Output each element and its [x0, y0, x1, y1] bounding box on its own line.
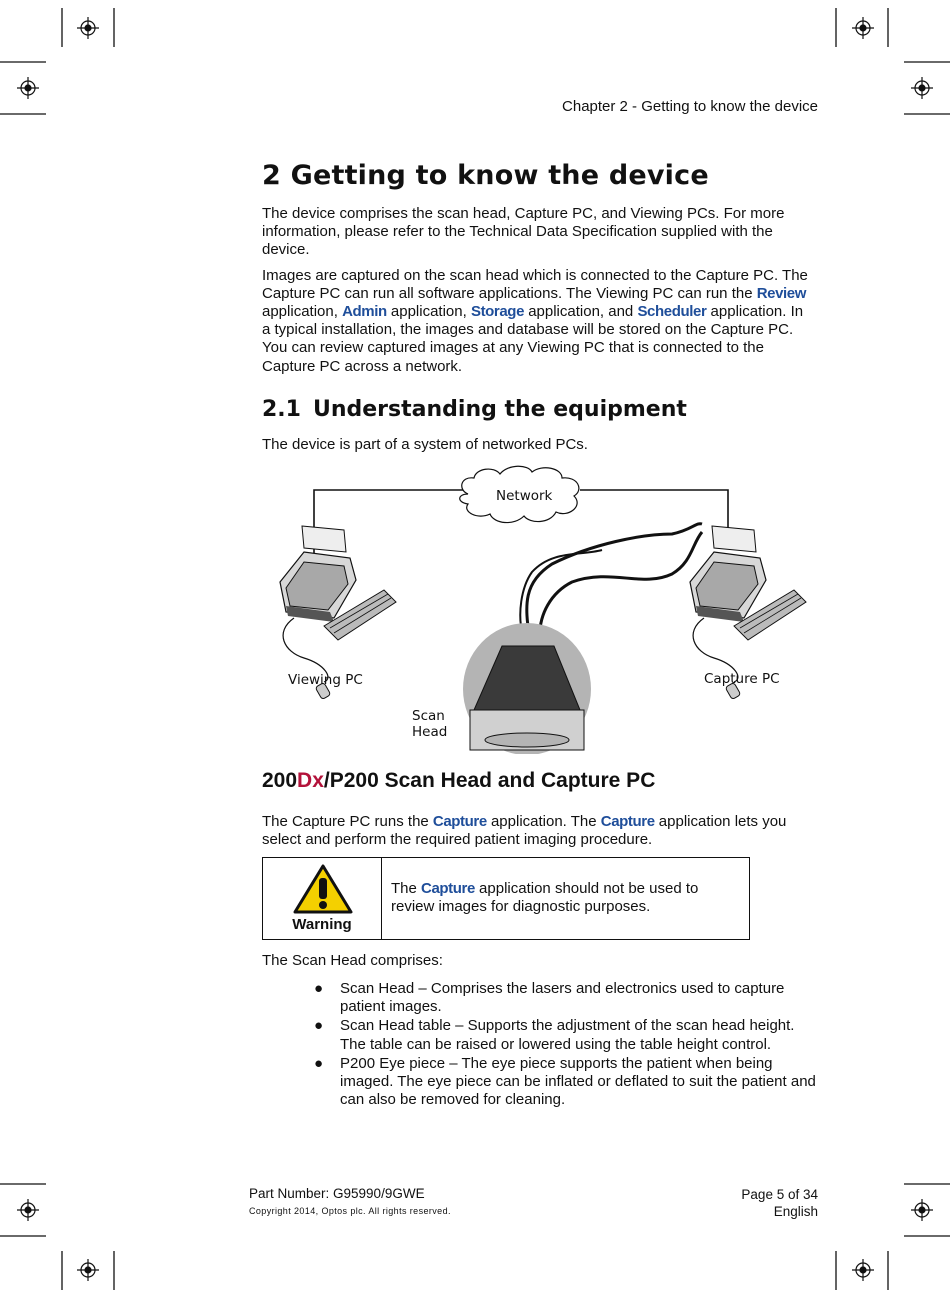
text-run: application. The — [486, 813, 601, 830]
bullet-icon: ● — [314, 1017, 324, 1035]
app-name-admin: Admin — [342, 303, 387, 321]
warning-text — [391, 880, 721, 916]
text-run: The Capture PC runs the — [262, 813, 433, 830]
warning-text-cell — [382, 858, 749, 939]
subsection-title — [262, 769, 655, 793]
text-run: application. In a typical installation, the images and database will be stored on the Capture PC. You can review captured images at any Viewing PC that is connected to the Capture PC across a network. — [262, 303, 804, 375]
warning-label: Warning — [292, 916, 352, 933]
app-name-scheduler: Scheduler — [637, 303, 707, 321]
title-run: /P200 Scan Head and Capture PC — [323, 769, 656, 792]
section-lead: The device is part of a system of networked PCs. — [262, 436, 588, 453]
language: English — [773, 1204, 818, 1219]
scan-head-icon — [463, 623, 591, 754]
scan-head-label-line: Head — [412, 724, 448, 740]
warning-icon-cell — [263, 858, 382, 939]
scan-head-lead: The Scan Head comprises: — [262, 952, 443, 969]
app-name-review: Review — [756, 284, 807, 302]
page-number: Page 5 of 34 — [741, 1187, 818, 1202]
text-run: application, — [386, 303, 471, 321]
list-item-text: Scan Head – Comprises the lasers and electronics used to capture patient images. — [340, 980, 785, 1016]
footer-right — [741, 1186, 818, 1220]
part-number: Part Number: G95990/9GWE — [249, 1186, 425, 1201]
list-item — [262, 1017, 822, 1053]
section-number: 2.1 — [262, 397, 301, 422]
intro-text — [262, 205, 810, 376]
warning-triangle-icon — [292, 863, 354, 915]
running-header: Chapter 2 - Getting to know the device — [562, 98, 818, 115]
app-name-capture: Capture — [432, 813, 487, 830]
capture-pc-label: Capture PC — [704, 671, 780, 687]
text-run: Images are captured on the scan head which is connected to the Capture PC. The Capture PC can run all software applications. The Viewing PC can run the — [262, 266, 808, 302]
list-item — [262, 1055, 822, 1110]
list-item — [262, 980, 822, 1016]
section-heading-text: Understanding the equipment — [312, 397, 687, 422]
scan-head-label-line: Scan — [412, 708, 445, 724]
chapter-title: 2 Getting to know the device — [262, 160, 709, 191]
dx-accent: Dx — [297, 769, 324, 792]
network-diagram — [262, 464, 810, 754]
network-label: Network — [496, 488, 553, 504]
text-run: application lets you select and perform the required patient imaging procedure. — [262, 813, 787, 849]
list-item-text: P200 Eye piece – The eye piece supports the patient when being imaged. The eye piece can be inflated or deflated to suit the patient and can also be removed for cleaning. — [340, 1054, 816, 1109]
warning-box — [262, 857, 750, 940]
title-run: 200 — [262, 769, 298, 792]
section-title — [262, 397, 687, 422]
scan-head-lead-block — [262, 952, 810, 970]
network-diagram-graphic — [262, 464, 810, 754]
text-run: application, — [262, 303, 343, 321]
bullet-icon: ● — [314, 980, 324, 997]
text-run: application, and — [524, 303, 638, 321]
text-run: application should not be used to review images for diagnostic purposes. — [391, 880, 699, 916]
app-name-capture: Capture — [421, 880, 475, 897]
footer-left — [249, 1186, 451, 1216]
subsection-text — [262, 813, 807, 849]
list-item-text: Scan Head table – Supports the adjustment of the scan head height. The table can be raised or lowered using the table height control. — [340, 1017, 795, 1053]
app-name-storage: Storage — [470, 303, 525, 321]
bullet-icon: ● — [314, 1054, 324, 1072]
intro-paragraph-1: The device comprises the scan head, Capture PC, and Viewing PCs. For more information, please refer to the Technical Data Specification supplied with the device. — [262, 205, 785, 259]
scan-head-list — [262, 980, 822, 1110]
subsection-paragraph — [262, 813, 807, 849]
intro-paragraph-2 — [262, 267, 810, 376]
copyright: Copyright 2014, Optos plc. All rights reserved. — [249, 1206, 451, 1216]
text-run: The — [391, 880, 422, 897]
viewing-pc-label: Viewing PC — [288, 672, 363, 688]
section-lead-block — [262, 436, 810, 454]
app-name-capture: Capture — [600, 813, 655, 830]
scan-head-label — [412, 708, 447, 740]
